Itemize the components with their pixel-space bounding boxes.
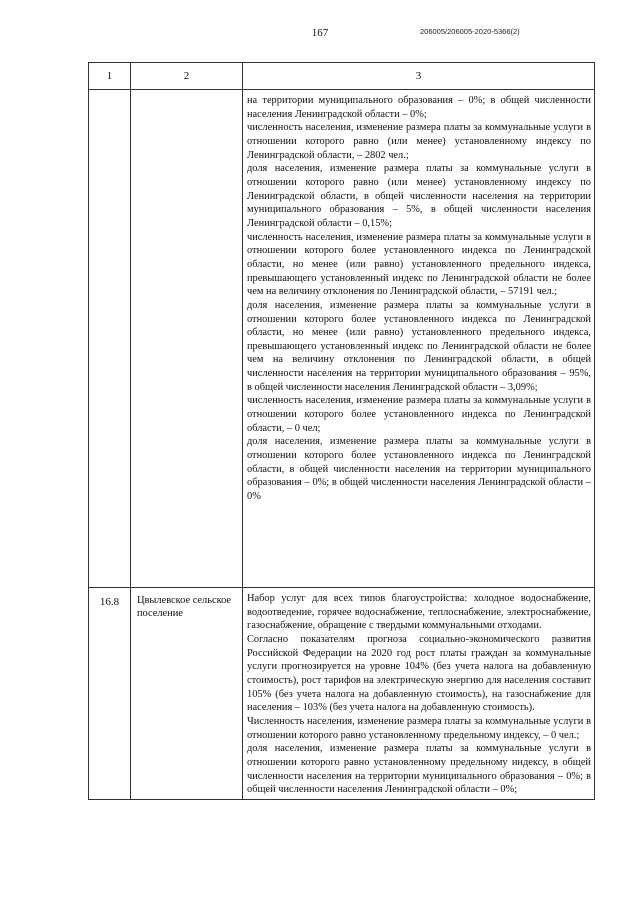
paragraph: численность населения, изменение размера платы за коммунальные услуги в отношении которого более установленного индекса по Ленинградской области, – 0 чел; (247, 395, 591, 434)
table-row (89, 588, 595, 800)
page-number: 167 (311, 27, 329, 39)
row-number (89, 90, 131, 588)
table-header-row (89, 63, 595, 90)
settlement-name (131, 90, 243, 588)
table-row (89, 90, 595, 588)
column-header: 2 (131, 63, 243, 90)
description-cell (243, 588, 595, 800)
description-cell (243, 90, 595, 588)
paragraph: доля населения, изменение размера платы за коммунальные услуги в отношении которого более установленного индекса по Ленинградской области, в общей численности населения на территории муниципального образования – 0%; в общей численности населения Ленинградской области – 0% (247, 436, 591, 503)
paragraph: доля населения, изменение размера платы за коммунальные услуги в отношении которого равно (или менее) установленному индексу по Ленинградской области, в общей численности населения на территории муниципального образования – 5%, в общей численности населения Ленинградской области – 0,15%; (247, 163, 591, 229)
column-header: 1 (89, 63, 131, 90)
settlement-name: Цвылевское сельское поселение (131, 588, 243, 800)
paragraph: численность населения, изменение размера платы за коммунальные услуги в отношении которого более установленного индекса по Ленинградской области, но менее (или равно) установленного предельного индекса, превышающего установленный индекс по Ленинградской области не более чем на величину отклонения по Ленинградской области, – 57191 чел.; (247, 231, 591, 298)
paragraph: доля населения, изменение размера платы за коммунальные услуги в отношении которого равно установленному предельному индексу, в общей численности населения на территории муниципального образования – 0%; в общей численности населения Ленинградской области – 0%; (247, 743, 591, 796)
paragraph: численность населения, изменение размера платы за коммунальные услуги в отношении которого равно (или менее) установленному индексу по Ленинградской области, – 2802 чел.; (247, 122, 591, 161)
row-number: 16.8 (89, 588, 131, 800)
paragraph: Численность населения, изменение размера платы за коммунальные услуги в отношении которого равно установленному предельному индексу, – 0 чел.; (247, 715, 591, 741)
paragraph: Набор услуг для всех типов благоустройства: холодное водоснабжение, водоотведение, горячее водоснабжение, теплоснабжение, электроснабжение, газоснабжение, обращение с твердыми коммунальными отходами. (247, 593, 591, 632)
paragraph: на территории муниципального образования – 0%; в общей численности населения Ленинградской области – 0%; (247, 95, 591, 120)
document-id: 206005/206005-2020-5366(2) (420, 27, 520, 36)
paragraph: доля населения, изменение размера платы за коммунальные услуги в отношении которого более установленного индекса по Ленинградской области, но менее (или равно) установленного предельного индекса, превышающего установленный индекс по Ленинградской области не более чем на величину отклонения по Ленинградской области, в общей численности населения на территории муниципального образования – 95%, в общей численности населения Ленинградской области – 3,09%; (247, 299, 591, 393)
paragraph: Согласно показателям прогноза социально-экономического развития Российской Федерации на 2020 год рост платы граждан за коммунальные услуги прогнозируется на уровне 104% (без учета налога на добавленную стоимость), рост тарифов на электрическую энергию для населения составит 105% (без учета налога на добавленную стоимость), на газоснабжение для населения – 103% (без учета налога на добавленную стоимость). (247, 633, 591, 714)
column-header: 3 (243, 63, 595, 90)
main-table (88, 62, 595, 800)
